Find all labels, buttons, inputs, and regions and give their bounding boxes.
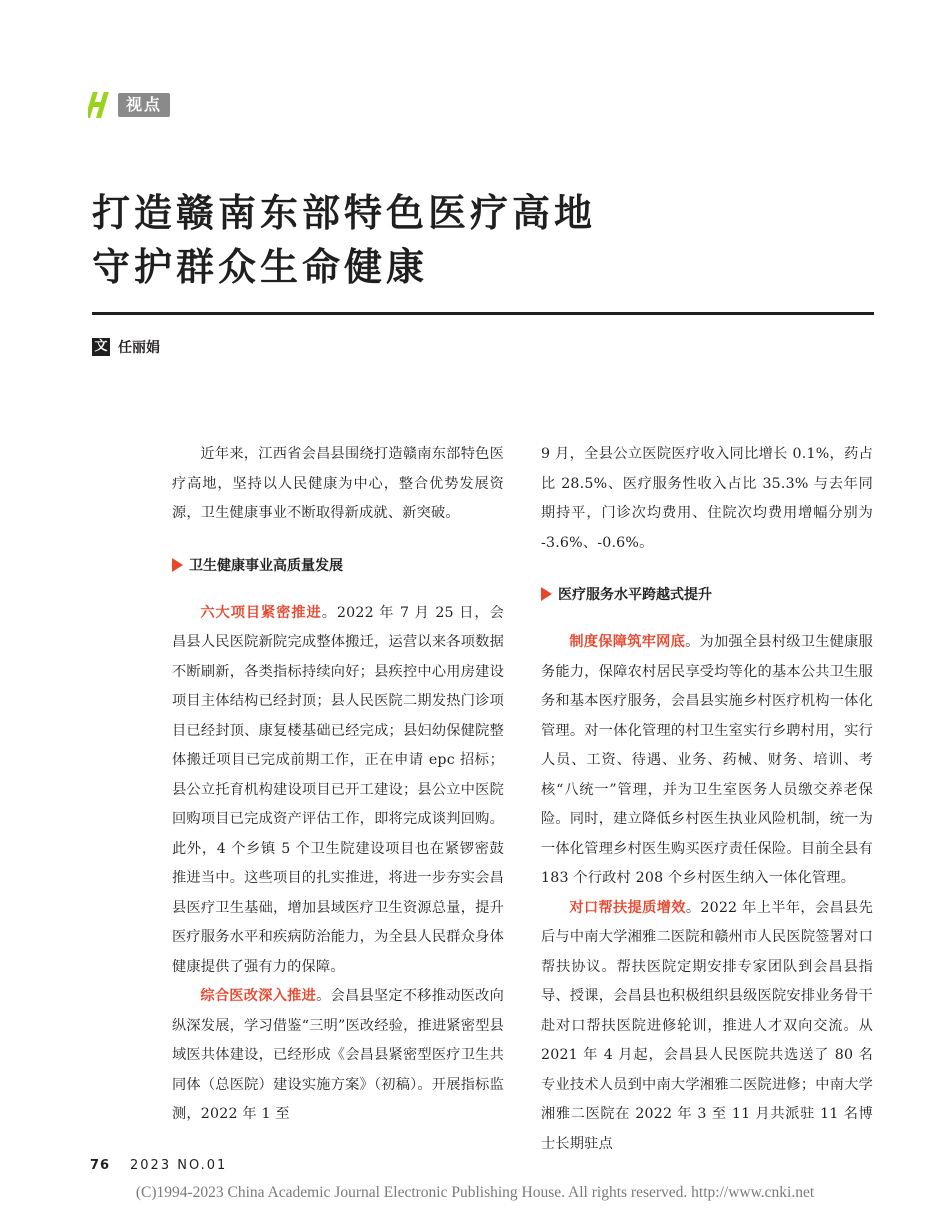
paragraph-lead: 制度保障筑牢网底 bbox=[569, 634, 686, 650]
title-line-2: 守护群众生命健康 bbox=[92, 245, 429, 289]
paragraph-text: 。2022 年 7 月 25 日，会昌县人民医院新院完成整体搬迁，运营以来各项数据不断刷新，各类指标持续向好；县疾控中心用房建设项目主体结构已经封顶；县人民医院二期发热门诊项目已经封顶、康复楼基础已经完成；县妇幼保健院整体搬迁项目已完成前期工作，正在申请 epc 招标；县公立托育机构建设项目已开工建设；县公立中医院回购项目已完成资产评估工作，即将完成谈判回购。此外，4 个乡镇 5 个卫生院建设项目也在紧锣密鼓推进当中。这些项目的扎实推进，将进一步夯实会昌县医疗卫生基础，增加县域医疗卫生资源总量，提升医疗服务水平和疾病防治能力，为全县人民群众身体健康提供了强有力的保障。 bbox=[172, 604, 504, 975]
section-title: 医疗服务水平跨越式提升 bbox=[558, 587, 712, 603]
copyright-notice: (C)1994-2023 China Academic Journal Electronic Publishing House. All rights reserved. http://www.cnki.net bbox=[135, 1184, 815, 1201]
intro-paragraph: 近年来，江西省会昌县围绕打造赣南东部特色医疗高地，坚持以人民健康为中心，整合优势发展资源，卫生健康事业不断取得新成就、新突破。 bbox=[172, 446, 504, 521]
h-logo-icon bbox=[88, 90, 112, 120]
body-paragraph bbox=[541, 894, 873, 1160]
paragraph-lead: 综合医改深入推进 bbox=[200, 988, 317, 1004]
byline bbox=[92, 337, 160, 357]
paragraph-text: 。2022 年上半年，会昌县先后与中南大学湘雅二医院和赣州市人民医院签署对口帮扶协议。帮扶医院定期安排专家团队到会昌县指导、授课，会昌县也积极组织县级医院安排业务骨干赴对口帮扶医院进修轮训，推进人才双向交流。从 2021 年 4 月起，会昌县人民医院共选送了 80 名专业技术人员到中南大学湘雅二医院进修；中南大学湘雅二医院在 2022 年 3 至 11 月共派驻 11 名博士长期驻点 bbox=[541, 899, 873, 1152]
right-column bbox=[541, 440, 873, 1159]
paragraph-lead: 对口帮扶提质增效 bbox=[569, 899, 686, 916]
title-line-1: 打造赣南东部特色医疗高地 bbox=[92, 191, 597, 235]
author-name: 任丽娟 bbox=[118, 340, 160, 356]
continued-paragraph: 9 月，全县公立医院医疗收入同比增长 0.1%，药占比 28.5%、医疗服务性收入占比 35.3% 与去年同期持平，门诊次均费用、住院次均费用增幅分别为 -3.6%、-0.6%。 bbox=[541, 446, 873, 551]
left-column bbox=[172, 440, 504, 1130]
page-number: 76 bbox=[90, 1158, 111, 1173]
body-paragraph bbox=[541, 628, 873, 894]
paragraph-lead: 六大项目紧密推进 bbox=[200, 604, 322, 621]
article-title bbox=[92, 186, 596, 294]
triangle-bullet-icon bbox=[172, 558, 183, 572]
body-paragraph bbox=[172, 982, 504, 1130]
column-logo bbox=[88, 90, 170, 120]
paragraph-text: 。会昌县坚定不移推动医改向纵深发展，学习借鉴“三明”医改经验，推进紧密型县域医共体建设，已经形成《会昌县紧密型医疗卫生共同体（总医院）建设实施方案》（初稿）。开展指标监测，2022 年 1 至 bbox=[172, 988, 504, 1122]
paragraph-text: 。为加强全县村级卫生健康服务能力，保障农村居民享受均等化的基本公共卫生服务和基本医疗服务，会昌县实施乡村医疗机构一体化管理。对一体化管理的村卫生室实行乡聘村用，实行人员、工资、待遇、业务、药械、财务、培训、考核“八统一”管理，并为卫生室医务人员缴交养老保险。同时，建立降低乡村医生执业风险机制，统一为一体化管理乡村医生购买医疗责任保险。目前全县有 183 个行政村 208 个乡村医生纳入一体化管理。 bbox=[541, 634, 873, 886]
issue-label: 2023 NO.01 bbox=[130, 1158, 228, 1173]
section-title: 卫生健康事业高质量发展 bbox=[189, 557, 343, 574]
triangle-bullet-icon bbox=[541, 587, 552, 601]
column-tag: 视点 bbox=[118, 93, 170, 117]
section-heading bbox=[541, 580, 873, 608]
section-heading bbox=[172, 551, 504, 579]
title-divider bbox=[92, 312, 874, 315]
byline-tag: 文 bbox=[92, 338, 110, 356]
body-paragraph bbox=[172, 599, 504, 983]
